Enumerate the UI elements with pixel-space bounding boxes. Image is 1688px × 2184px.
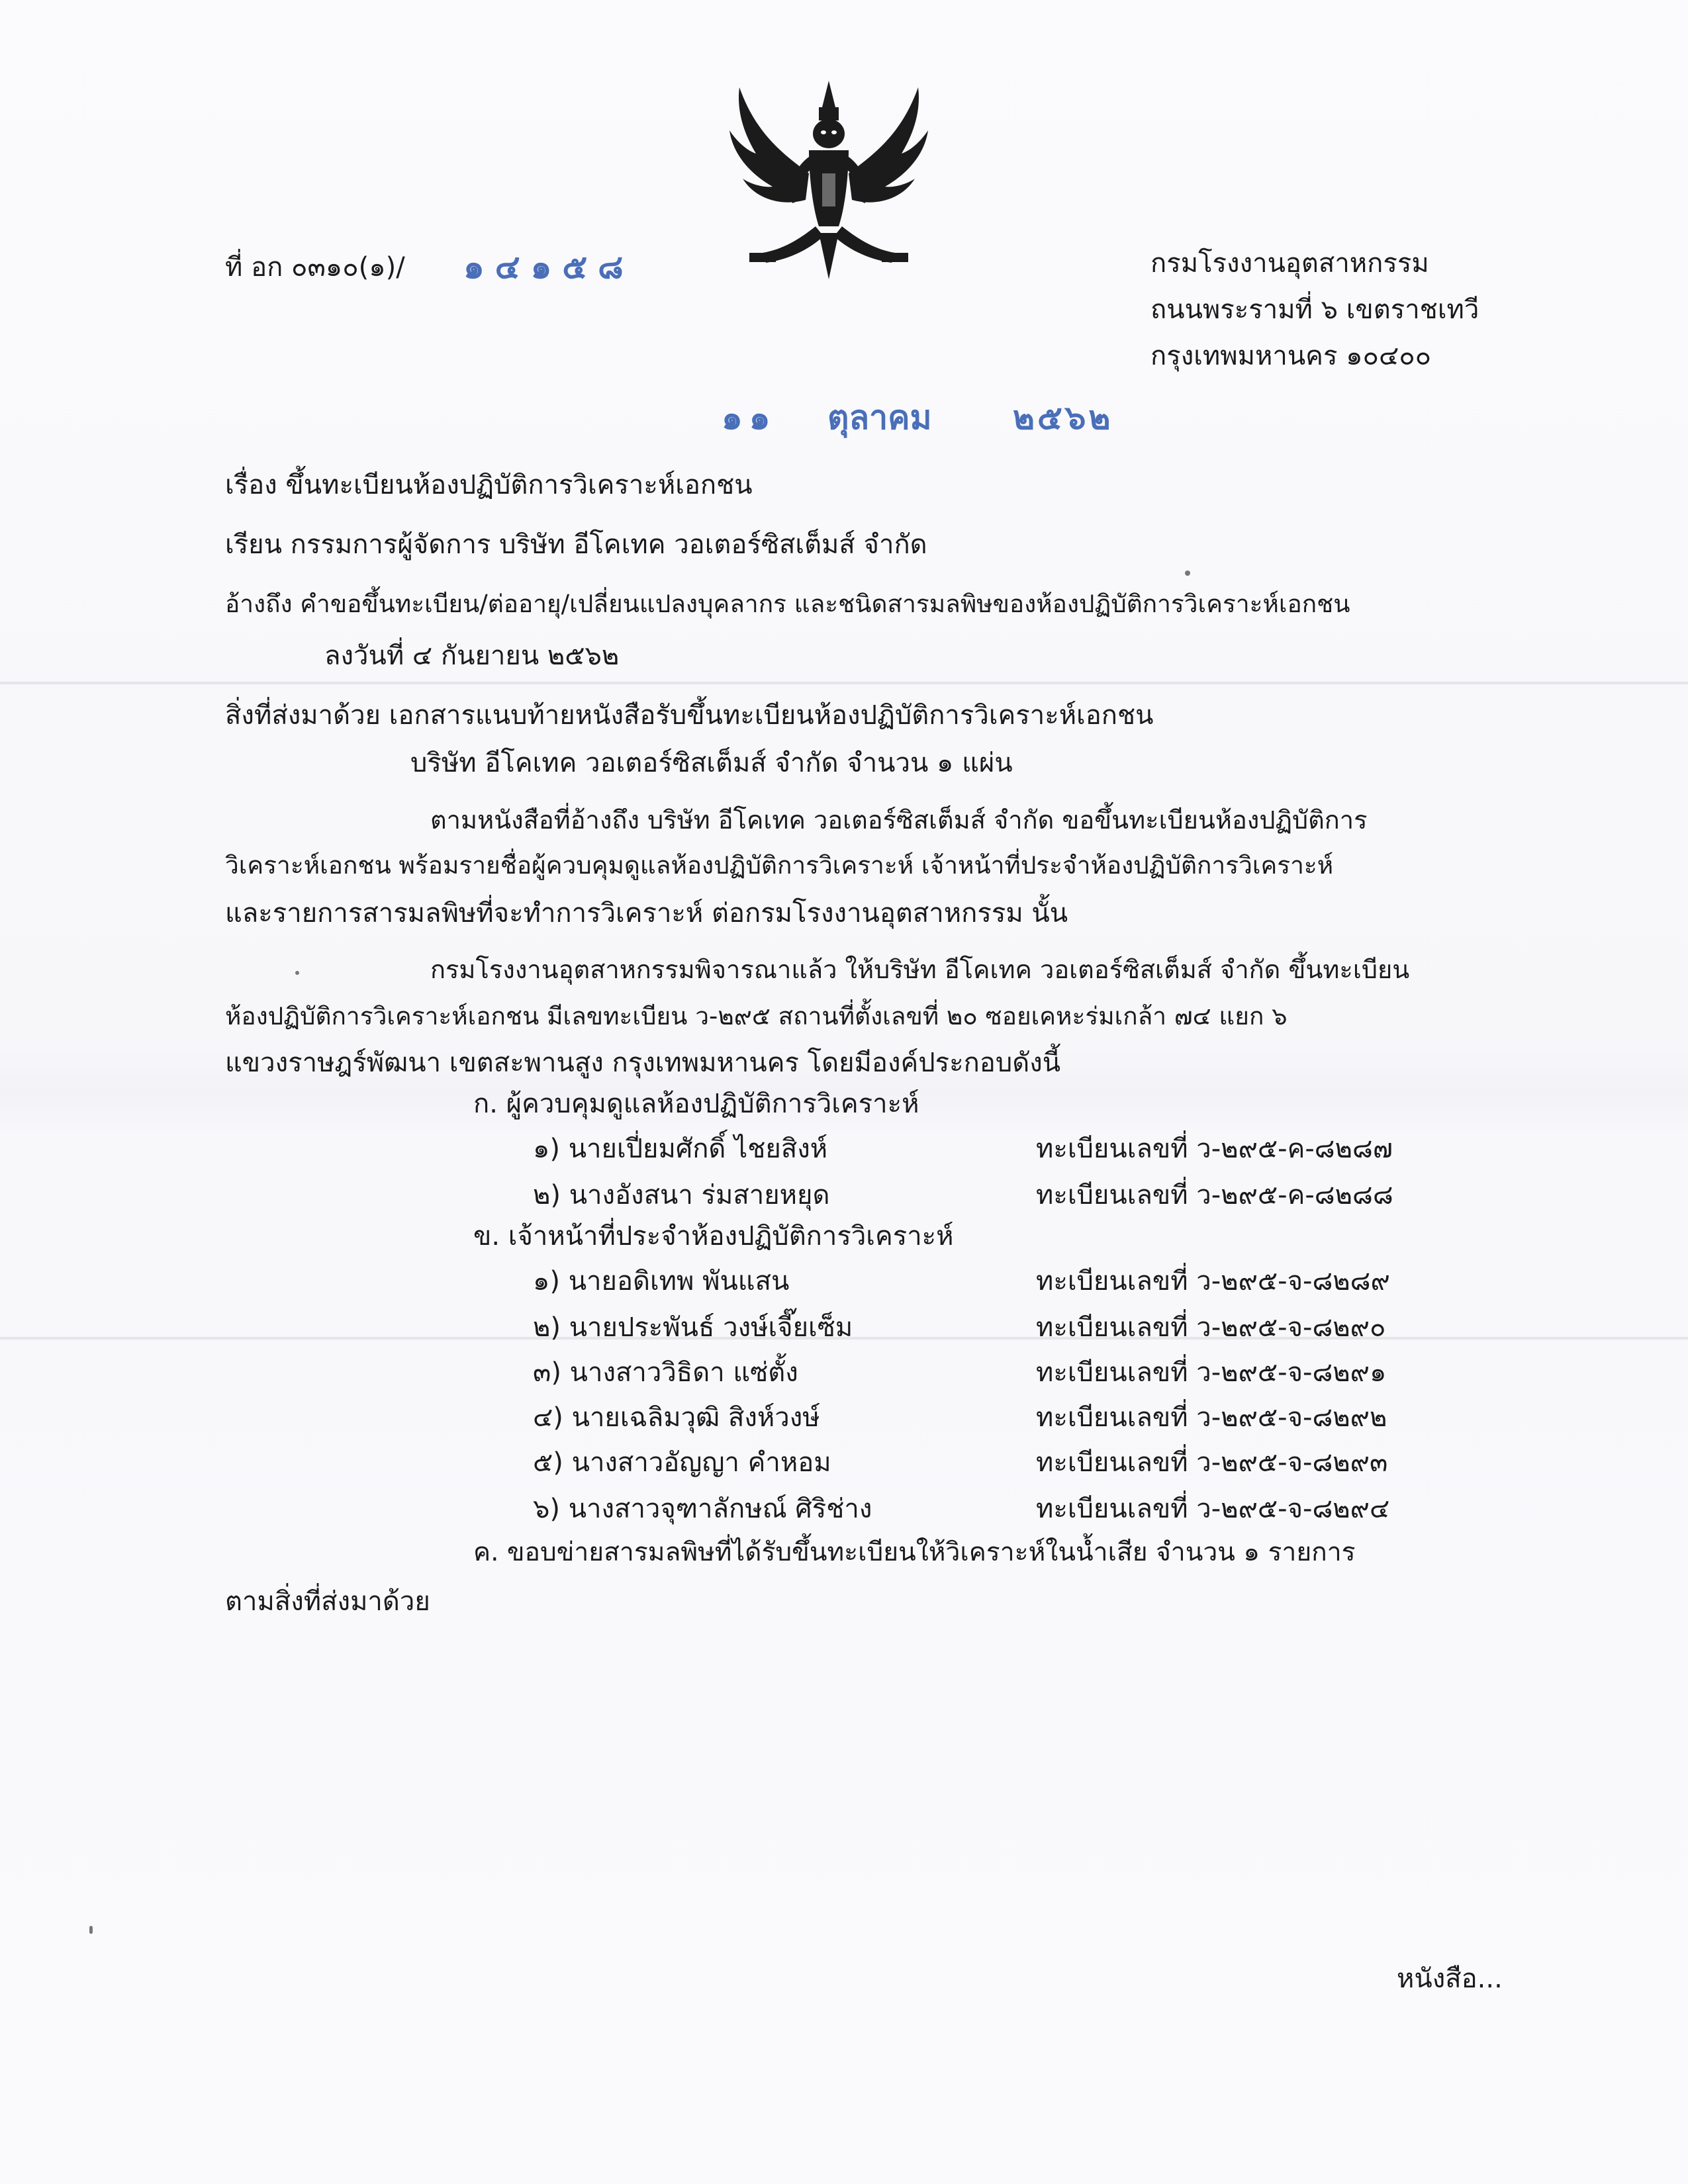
section-a-heading: ก. ผู้ควบคุมดูแลห้องปฏิบัติการวิเคราะห์ [473,1089,919,1119]
enclosure-detail-line: บริษัท อีโคเทค วอเตอร์ซิสเต็มส์ จำกัด จำนวน ๑ แผ่น [410,748,1013,778]
stamp-number: ๑๔๑๕๘ [463,248,634,286]
section-b-name: ๖) นางสาวจุฑาลักษณ์ ศิริช่าง [533,1494,872,1524]
page-continuation: หนังสือ... [1397,1964,1503,1994]
section-b-name: ๒) นายประพันธ์ วงษ์เจี๊ยเซ็ม [533,1312,853,1343]
section-a-name: ๑) นายเปี่ยมศักดิ์ ไชยสิงห์ [533,1134,828,1164]
section-b-reg: ทะเบียนเลขที่ ว-๒๙๕-จ-๘๒๘๙ [1036,1266,1390,1297]
reference-date-line: ลงวันที่ ๔ กันยายน ๒๕๖๒ [324,641,620,671]
enclosure-line: สิ่งที่ส่งมาด้วย เอกสารแนบท้ายหนังสือรับขึ้นทะเบียนห้องปฏิบัติการวิเคราะห์เอกชน [225,700,1154,731]
section-a-reg: ทะเบียนเลขที่ ว-๒๙๕-ค-๘๒๘๘ [1036,1180,1393,1210]
paper-fold-line [0,682,1688,684]
recipient-line: เรียน กรรมการผู้จัดการ บริษัท อีโคเทค วอเตอร์ซิสเต็มส์ จำกัด [225,529,927,560]
date-day: ๑๑ [722,398,777,437]
subject-line: เรื่อง ขึ้นทะเบียนห้องปฏิบัติการวิเคราะห์เอกชน [225,470,753,500]
reference-line: อ้างถึง คำขอขึ้นทะเบียน/ต่ออายุ/เปลี่ยนแปลงบุคลากร และชนิดสารมลพิษของห้องปฏิบัติการวิเคราะห์เอกชน [225,590,1350,618]
section-b-reg: ทะเบียนเลขที่ ว-๒๙๕-จ-๘๒๙๒ [1036,1402,1387,1433]
address-line: กรมโรงงานอุตสาหกรรม [1150,248,1429,279]
paper-speck [89,1926,93,1934]
section-a-reg: ทะเบียนเลขที่ ว-๒๙๕-ค-๘๒๘๗ [1036,1134,1393,1164]
paragraph-1-line: วิเคราะห์เอกชน พร้อมรายชื่อผู้ควบคุมดูแลห้องปฏิบัติการวิเคราะห์ เจ้าหน้าที่ประจำห้องปฏิบัติการวิเคราะห์ [225,851,1334,880]
reference-number: ที่ อก ๐๓๑๐(๑)/ [225,252,405,283]
section-b-name: ๔) นายเฉลิมวุฒิ สิงห์วงษ์ [533,1402,820,1433]
section-b-reg: ทะเบียนเลขที่ ว-๒๙๕-จ-๘๒๙๔ [1036,1494,1390,1524]
date-year: ๒๕๖๒ [1013,398,1113,437]
paragraph-1-line: และรายการสารมลพิษที่จะทำการวิเคราะห์ ต่อกรมโรงงานอุตสาหกรรม นั้น [225,898,1068,929]
paragraph-2-line: กรมโรงงานอุตสาหกรรมพิจารณาแล้ว ให้บริษัท อีโคเทค วอเตอร์ซิสเต็มส์ จำกัด ขึ้นทะเบียน [430,955,1410,984]
paragraph-2-line: แขวงราษฎร์พัฒนา เขตสะพานสูง กรุงเทพมหานคร โดยมีองค์ประกอบดังนี้ [225,1048,1061,1078]
section-b-name: ๑) นายอดิเทพ พันแสน [533,1266,790,1297]
section-b-heading: ข. เจ้าหน้าที่ประจำห้องปฏิบัติการวิเคราะห์ [473,1221,954,1251]
paragraph-2-line: ห้องปฏิบัติการวิเคราะห์เอกชน มีเลขทะเบียน ว-๒๙๕ สถานที่ตั้งเลขที่ ๒๐ ซอยเคหะร่มเกล้า ๗๔ แยก ๖ [225,1002,1288,1030]
garuda-emblem-icon [710,74,948,293]
section-b-reg: ทะเบียนเลขที่ ว-๒๙๕-จ-๘๒๙๓ [1036,1447,1388,1478]
section-b-name: ๓) นางสาววิธิดา แซ่ตั้ง [533,1357,798,1388]
paper-speck [1185,570,1190,576]
section-b-reg: ทะเบียนเลขที่ ว-๒๙๕-จ-๘๒๙๑ [1036,1357,1387,1388]
paragraph-1-line: ตามหนังสือที่อ้างถึง บริษัท อีโคเทค วอเตอร์ซิสเต็มส์ จำกัด ขอขึ้นทะเบียนห้องปฏิบัติการ [430,805,1368,835]
section-c-continuation: ตามสิ่งที่ส่งมาด้วย [225,1586,430,1617]
section-b-reg: ทะเบียนเลขที่ ว-๒๙๕-จ-๘๒๙๐ [1036,1312,1386,1343]
date-month: ตุลาคม [827,398,932,437]
address-line: กรุงเทพมหานคร ๑๐๔๐๐ [1150,341,1432,371]
section-c-line: ค. ขอบข่ายสารมลพิษที่ได้รับขึ้นทะเบียนให้วิเคราะห์ในน้ำเสีย จำนวน ๑ รายการ [473,1537,1356,1567]
section-a-name: ๒) นางอังสนา ร่มสายหยุด [533,1180,830,1210]
address-line: ถนนพระรามที่ ๖ เขตราชเทวี [1150,295,1479,325]
section-b-name: ๕) นางสาวอัญญา คำหอม [533,1447,831,1478]
paper-speck [295,971,299,975]
